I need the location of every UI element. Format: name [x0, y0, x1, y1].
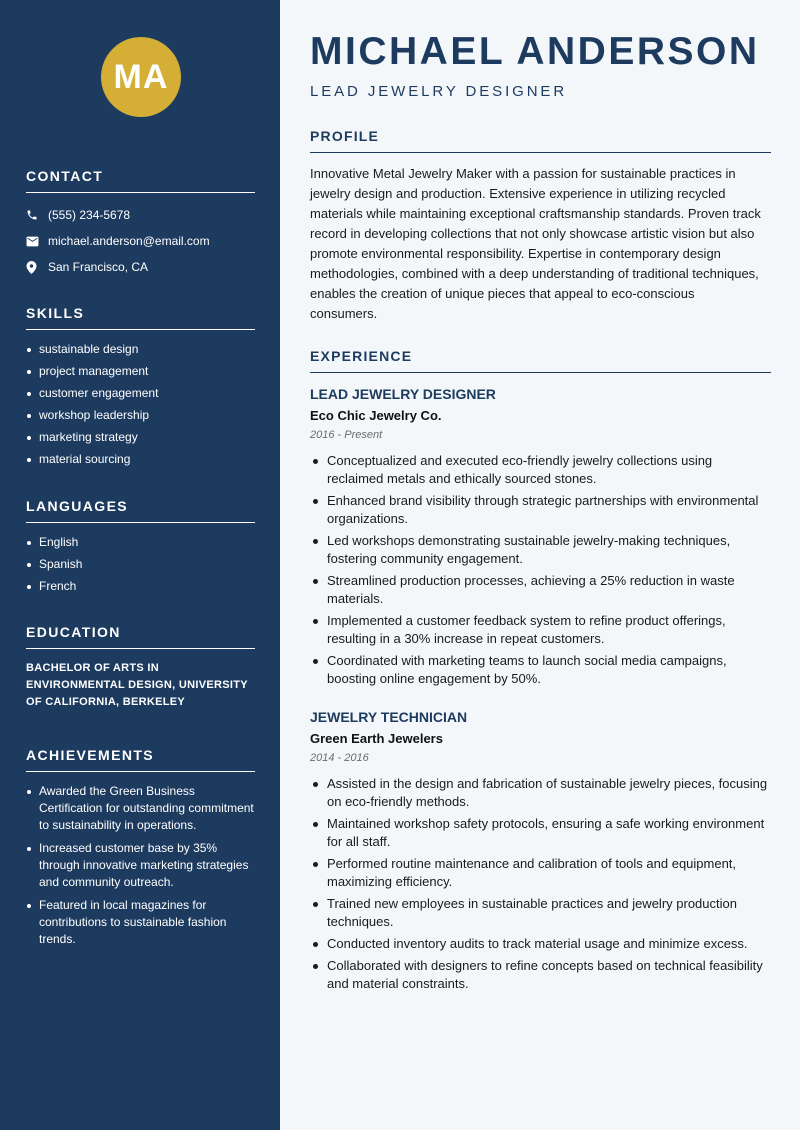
profile-text: Innovative Metal Jewelry Maker with a passion for sustainable practices in jewelry design and production. Extensive experience in utilizing recycled materials while maintaining exceptional craftsmanship standards. Proven track record in developing collections that not only showcase artistic vision but also promote environmental responsibility. Expertise in contemporary design methodologies, combined with a deep understanding of traditional techniques, enables the creation of unique pieces that appeal to eco-conscious consumers.	[310, 166, 761, 321]
skills-list	[26, 341, 255, 468]
languages-list	[26, 534, 255, 595]
education-title: EDUCATION	[26, 624, 255, 649]
list-item: Implemented a customer feedback system to refine product offerings, resulting in a 30% increase in repeat customers.	[310, 612, 771, 648]
list-item: Conducted inventory audits to track material usage and minimize excess.	[310, 935, 771, 953]
sidebar	[0, 0, 280, 1130]
list-item: Enhanced brand visibility through strategic partnerships with environmental organizations.	[310, 492, 771, 528]
list-item: Conceptualized and executed eco-friendly jewelry collections using reclaimed metals and ethically sourced stones.	[310, 452, 771, 488]
candidate-name: MICHAEL ANDERSON	[310, 30, 760, 73]
list-item: Streamlined production processes, achieving a 25% reduction in waste materials.	[310, 572, 771, 608]
job-title: JEWELRY TECHNICIAN	[310, 709, 468, 725]
job-bullets	[310, 775, 771, 993]
email-text: michael.anderson@email.com	[48, 234, 210, 248]
job-bullets	[310, 452, 771, 688]
list-item: Led workshops demonstrating sustainable jewelry-making techniques, fostering community engagement.	[310, 532, 771, 568]
list-item: marketing strategy	[26, 429, 255, 446]
education-section	[26, 624, 255, 711]
contact-location	[26, 254, 255, 280]
job-dates: 2016 - Present	[310, 429, 383, 441]
job-title: LEAD JEWELRY DESIGNER	[310, 386, 496, 402]
job-entry	[310, 709, 771, 997]
list-item: French	[26, 578, 255, 595]
list-item: customer engagement	[26, 385, 255, 402]
list-item: Trained new employees in sustainable practices and jewelry production techniques.	[310, 895, 771, 931]
location-pin-icon	[26, 261, 48, 274]
phone-icon	[26, 209, 48, 221]
education-degree: BACHELOR OF ARTS IN ENVIRONMENTAL DESIGN, UNIVERSITY OF CALIFORNIA, BERKELEY	[26, 662, 248, 708]
list-item: material sourcing	[26, 451, 255, 468]
languages-section	[26, 498, 255, 600]
list-item: Awarded the Green Business Certification for outstanding commitment to sustainability in operations.	[26, 783, 255, 834]
achievements-section	[26, 747, 255, 954]
location-text: San Francisco, CA	[48, 260, 149, 274]
list-item: Performed routine maintenance and calibration of tools and equipment, maximizing efficiency.	[310, 855, 771, 891]
experience-title: EXPERIENCE	[310, 348, 771, 373]
list-item: project management	[26, 363, 255, 380]
job-company: Green Earth Jewelers	[310, 731, 443, 746]
languages-title: LANGUAGES	[26, 498, 255, 523]
contact-email	[26, 228, 255, 254]
skills-title: SKILLS	[26, 305, 255, 330]
list-item: Spanish	[26, 556, 255, 573]
list-item: Assisted in the design and fabrication of sustainable jewelry pieces, focusing on eco-friendly methods.	[310, 775, 771, 811]
email-icon	[26, 236, 48, 247]
list-item: Coordinated with marketing teams to launch social media campaigns, boosting online engagement by 50%.	[310, 652, 771, 688]
profile-title: PROFILE	[310, 128, 771, 153]
list-item: Collaborated with designers to refine concepts based on technical feasibility and material constraints.	[310, 957, 771, 993]
job-company: Eco Chic Jewelry Co.	[310, 408, 442, 423]
contact-section	[26, 168, 255, 280]
job-dates: 2014 - 2016	[310, 752, 369, 764]
avatar-initials: MA	[101, 37, 181, 117]
list-item: English	[26, 534, 255, 551]
list-item: Featured in local magazines for contributions to sustainable fashion trends.	[26, 897, 255, 948]
phone-text: (555) 234-5678	[48, 208, 131, 222]
candidate-role: LEAD JEWELRY DESIGNER	[310, 83, 568, 100]
job-entry	[310, 386, 771, 692]
achievements-list	[26, 783, 255, 948]
list-item: workshop leadership	[26, 407, 255, 424]
skills-section	[26, 305, 255, 473]
list-item: Increased customer base by 35% through innovative marketing strategies and community outreach.	[26, 840, 255, 891]
list-item: Maintained workshop safety protocols, ensuring a safe working environment for all staff.	[310, 815, 771, 851]
achievements-title: ACHIEVEMENTS	[26, 747, 255, 772]
contact-phone	[26, 202, 255, 228]
list-item: sustainable design	[26, 341, 255, 358]
contact-title: CONTACT	[26, 168, 255, 193]
